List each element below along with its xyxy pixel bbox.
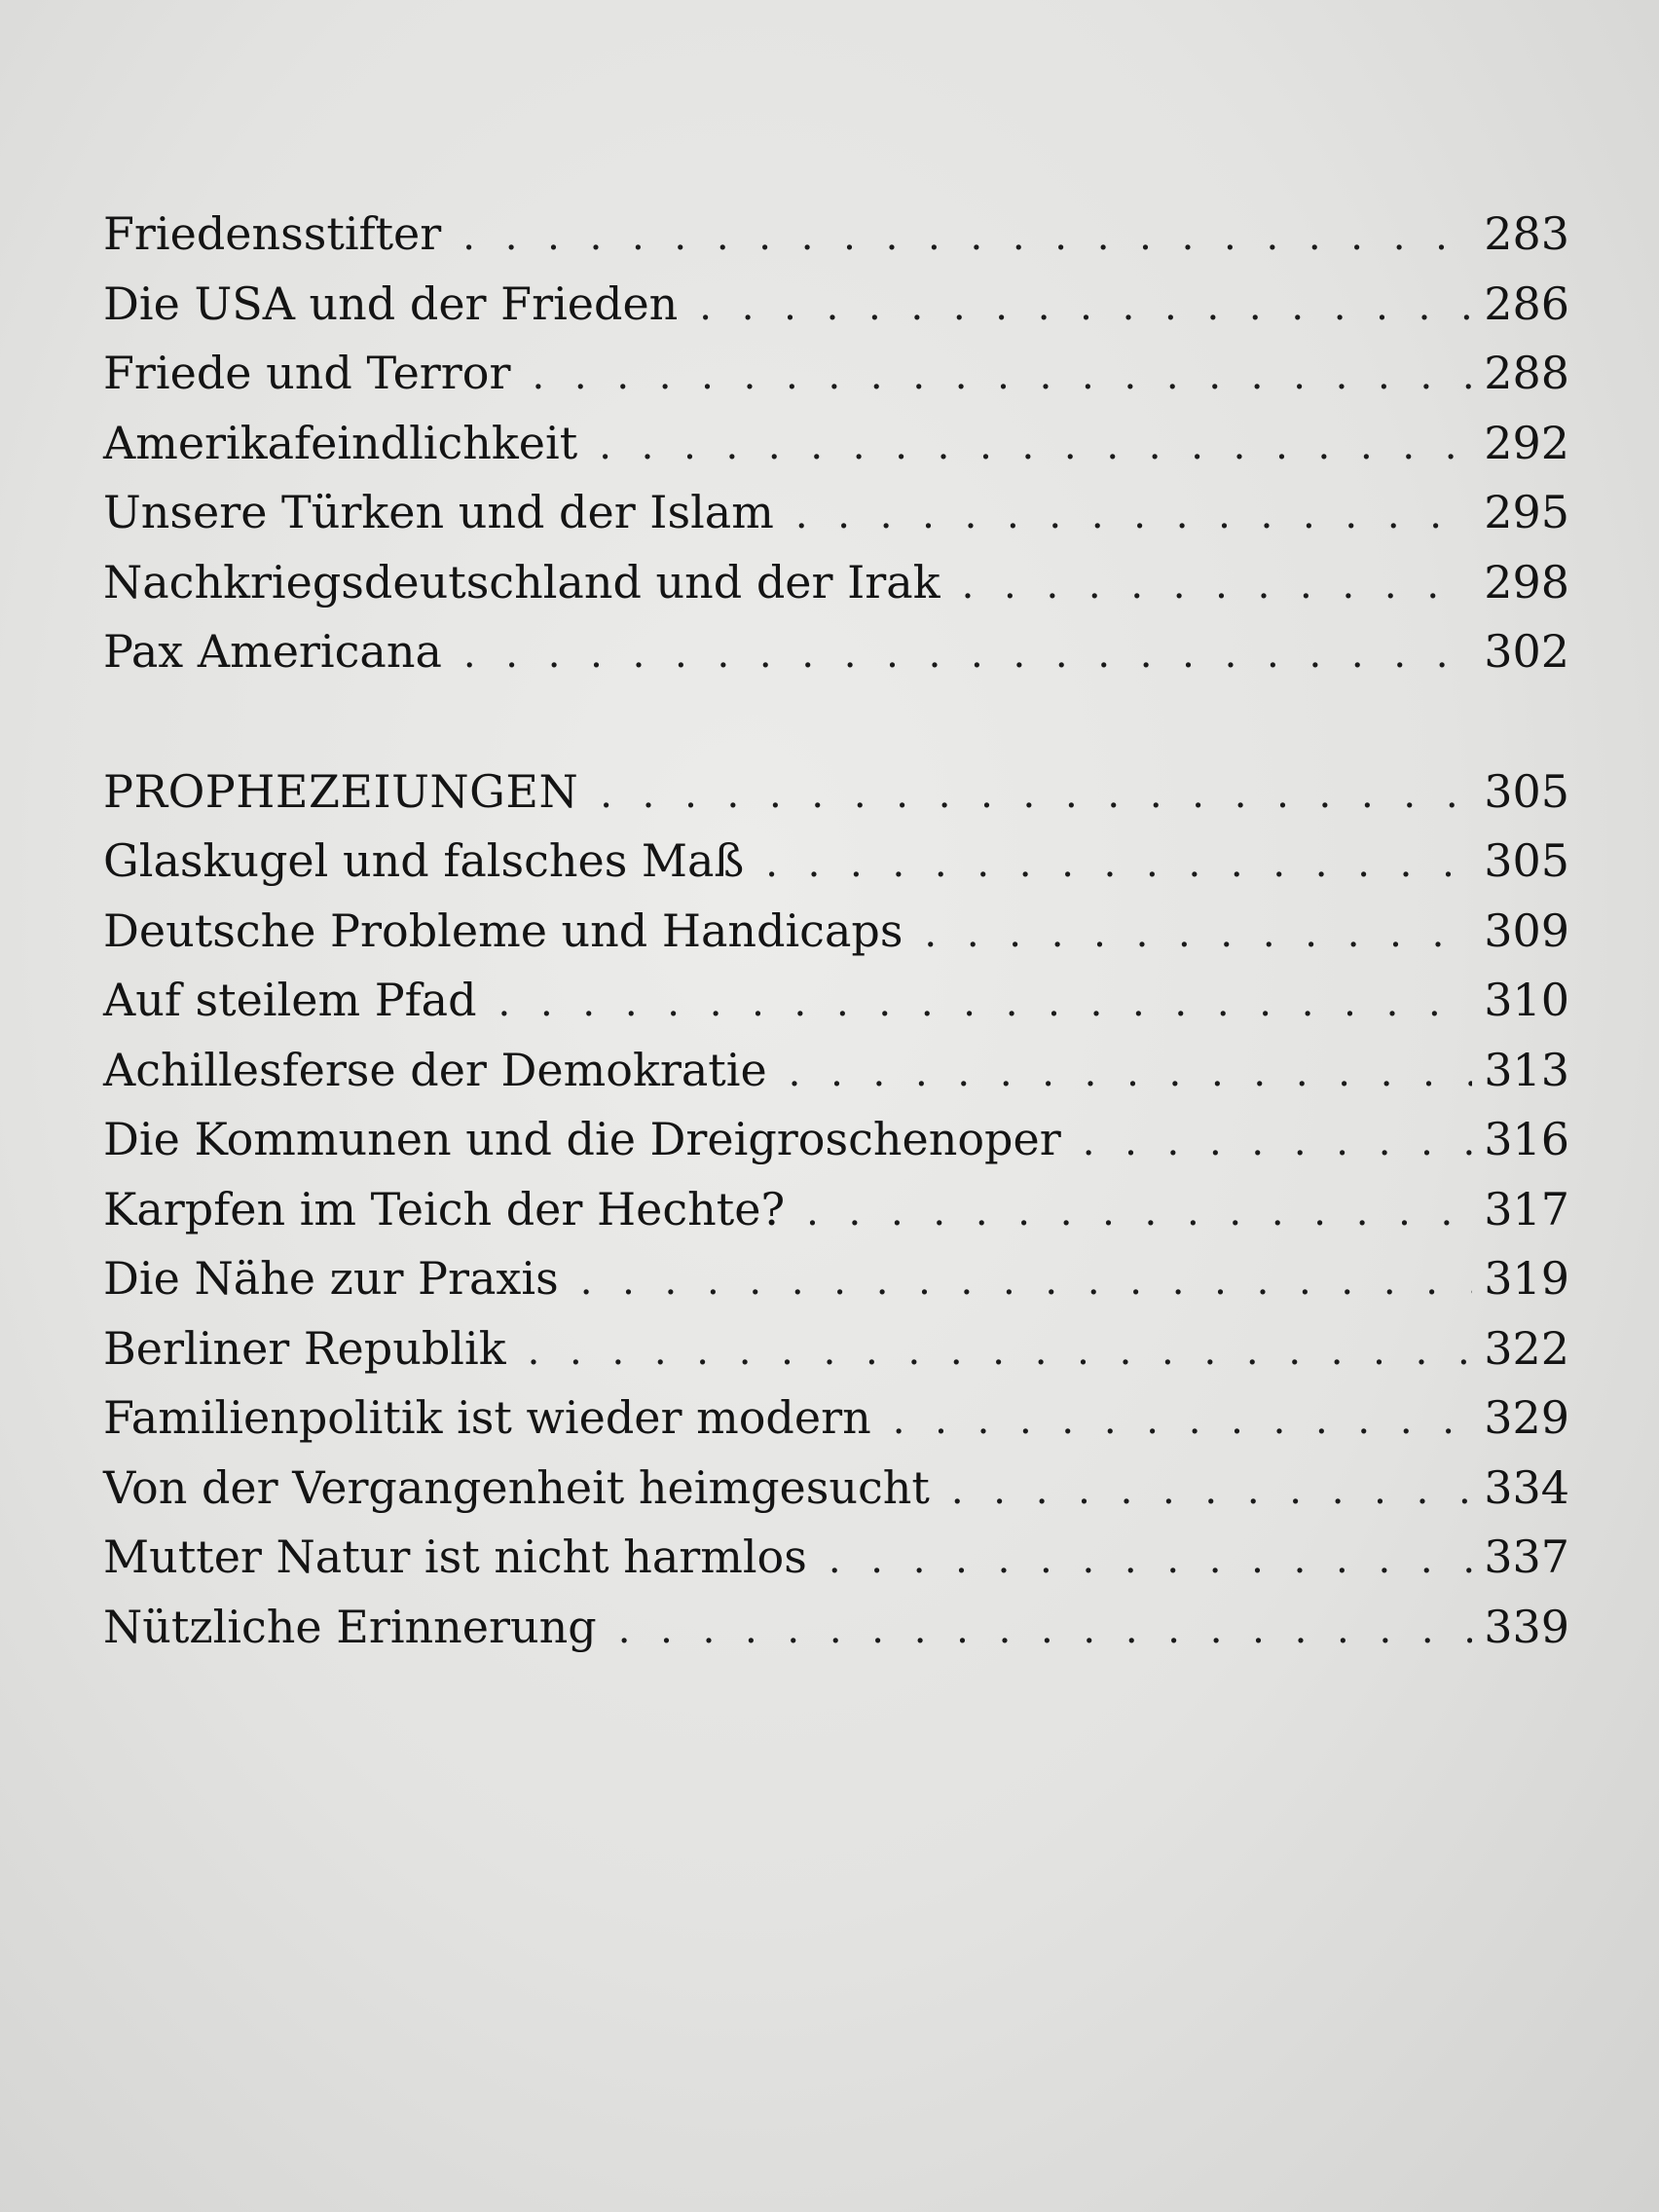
dot-leader: [462, 203, 1472, 273]
toc-entry-title: Nützliche Erinnerung: [103, 1600, 597, 1653]
toc-entry: [103, 548, 1569, 618]
toc-entry: [103, 1105, 1569, 1175]
toc-entry-title: Pax Americana: [103, 625, 442, 678]
toc-section-2: [103, 757, 1569, 1663]
dot-leader: [951, 1456, 1472, 1527]
toc-entry-title: Friedensstifter: [103, 207, 442, 260]
dot-leader: [924, 900, 1472, 970]
toc-entry-title: Berliner Republik: [103, 1321, 506, 1375]
dot-leader: [600, 760, 1472, 830]
toc-entry-page: 319: [1484, 1252, 1569, 1305]
toc-entry-page: 286: [1484, 276, 1569, 330]
toc-entry-page: 317: [1484, 1182, 1569, 1235]
toc-entry-title: Familienpolitik ist wieder modern: [103, 1391, 871, 1444]
dot-leader: [463, 620, 1472, 690]
toc-entry: [103, 1593, 1569, 1663]
toc-entry: [103, 200, 1569, 270]
dot-leader: [795, 481, 1472, 551]
dot-leader: [789, 1039, 1472, 1109]
toc-entry-page: 295: [1484, 486, 1569, 538]
toc-entry-page: 302: [1484, 625, 1569, 678]
toc-entry: [103, 1175, 1569, 1245]
toc-entry: [103, 1523, 1569, 1593]
toc-entry-page: 309: [1484, 903, 1569, 957]
dot-leader: [699, 273, 1472, 343]
toc-entry-page: 339: [1484, 1600, 1569, 1653]
toc-entry-page: 334: [1484, 1460, 1569, 1514]
toc-entry-title: Deutsche Probleme und Handicaps: [103, 903, 903, 957]
toc-entry-page: 337: [1484, 1530, 1569, 1583]
dot-leader: [618, 1596, 1472, 1666]
toc-entry: [103, 339, 1569, 409]
toc-entry: [103, 966, 1569, 1036]
toc-entry: [103, 617, 1569, 687]
dot-leader: [599, 412, 1472, 482]
toc-entry: [103, 478, 1569, 548]
dot-leader: [962, 551, 1472, 621]
toc-entry-title: Karpfen im Teich der Hechte?: [103, 1182, 786, 1235]
toc-entry: [103, 270, 1569, 340]
toc-entry-page: 288: [1484, 347, 1569, 399]
toc-entry-title: Von der Vergangenheit heimgesucht: [103, 1460, 930, 1514]
table-of-contents: [103, 200, 1569, 1662]
toc-entry-page: 313: [1484, 1043, 1569, 1096]
toc-entry-title: Auf steilem Pfad: [103, 974, 477, 1026]
toc-entry-page: 298: [1484, 555, 1569, 608]
toc-entry: [103, 1383, 1569, 1454]
toc-section-heading: [103, 757, 1569, 828]
toc-entry-title: Die Kommunen und die Dreigroschenoper: [103, 1113, 1061, 1165]
toc-entry-page: 310: [1484, 974, 1569, 1026]
dot-leader: [893, 1386, 1472, 1456]
toc-heading-page: 305: [1484, 764, 1569, 818]
toc-entry: [103, 827, 1569, 897]
toc-entry-title: Mutter Natur ist nicht harmlos: [103, 1530, 807, 1583]
toc-entry-title: Glaskugel und falsches Maß: [103, 834, 745, 887]
dot-leader: [1083, 1108, 1472, 1178]
toc-section-1: [103, 200, 1569, 687]
toc-entry-page: 316: [1484, 1113, 1569, 1165]
toc-entry: [103, 897, 1569, 967]
toc-entry: [103, 1314, 1569, 1384]
dot-leader: [532, 342, 1472, 412]
toc-entry: [103, 1454, 1569, 1524]
toc-entry-page: 292: [1484, 416, 1569, 469]
dot-leader: [528, 1317, 1472, 1387]
toc-entry-page: 305: [1484, 834, 1569, 887]
dot-leader: [580, 1247, 1472, 1317]
toc-entry-page: 283: [1484, 207, 1569, 260]
toc-entry-page: 322: [1484, 1321, 1569, 1375]
toc-entry-page: 329: [1484, 1391, 1569, 1444]
toc-entry-title: Achillesferse der Demokratie: [103, 1043, 767, 1096]
toc-entry-title: Unsere Türken und der Islam: [103, 486, 774, 538]
toc-entry-title: Die USA und der Frieden: [103, 276, 679, 330]
toc-entry-title: Friede und Terror: [103, 347, 511, 399]
toc-entry: [103, 1244, 1569, 1314]
dot-leader: [765, 830, 1472, 900]
toc-heading-title: PROPHEZEIUNGEN: [103, 764, 579, 818]
dot-leader: [498, 969, 1472, 1039]
toc-entry: [103, 1036, 1569, 1106]
dot-leader: [806, 1178, 1472, 1248]
toc-entry-title: Amerikafeindlichkeit: [103, 416, 578, 469]
dot-leader: [829, 1526, 1472, 1596]
toc-entry-title: Die Nähe zur Praxis: [103, 1252, 559, 1305]
toc-entry: [103, 409, 1569, 479]
toc-entry-title: Nachkriegsdeutschland und der Irak: [103, 555, 940, 608]
